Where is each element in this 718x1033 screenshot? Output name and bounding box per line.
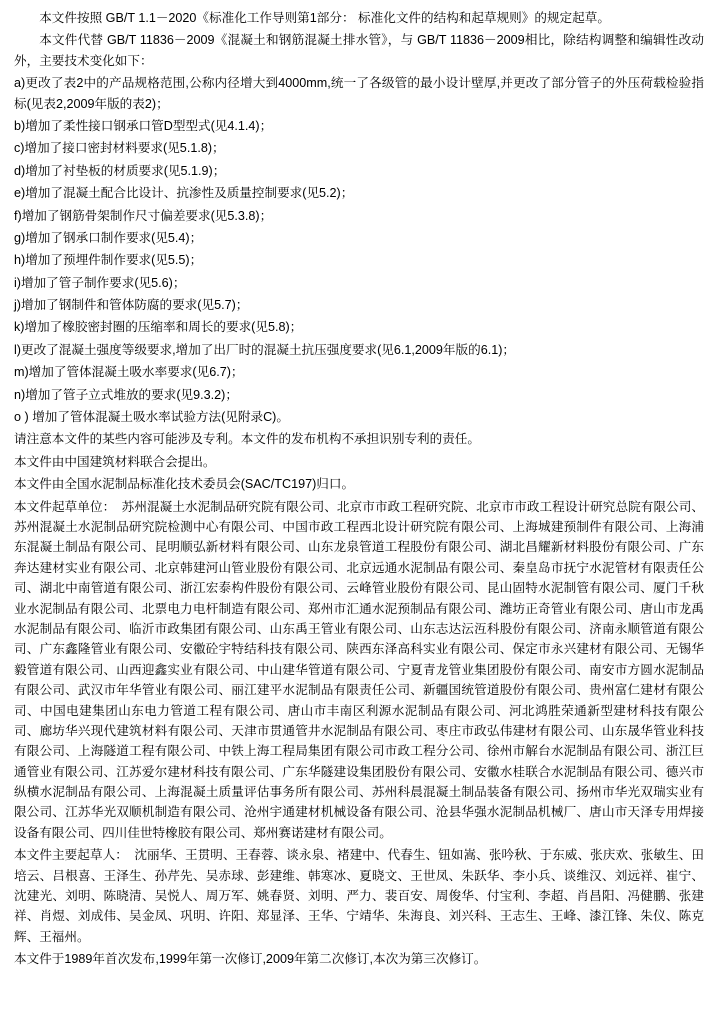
list-item: k)增加了橡胶密封圈的压缩率和周长的要求(见5.8)；	[14, 320, 303, 335]
list-item: o ) 增加了管体混凝土吸水率试验方法(见附录C)。	[14, 410, 289, 425]
list-item: m)增加了管体混凝土吸水率要求(见6.7)；	[14, 365, 244, 380]
drafting-units-text: 苏州混凝土水泥制品研究院有限公司、北京市市政工程研究院、北京市市政工程设计研究总院有限公司、苏州混凝土水泥制品研究院检测中心有限公司、中国市政工程西北设计研究院有限公司、上海城建预制件有限公司、上海浦东混凝土制品有限公司、昆明顺弘新材料有限公司、山东龙泉管道工程股份有限公司、湖北昌耀新材料股份有限公司、广东奔达建材实业有限公司、北京韩建河山管业股份有限公司、北京远通水泥制品有限公司、秦皇岛市抚宁水泥管材有限责任公司、湖北中南管道有限公司、浙江宏泰构件股份有限公司、云峰管业股份有限公司、昆山固特水泥制管有限公司、厦门千秋业水泥制品有限公司、北票电力电杆制造有限公司、郑州市汇通水泥预制品有限公司、潍坊正奇管业有限公司、唐山市龙禹水泥制品有限公司、临沂市政集团有限公司、山东禹王管业有限公司、山东志达沄沍科股份有限公司、济南永顺管道有限公司、广东鑫隆管业有限公司、安徽砼宇特结科技有限公司、陕西东泽高科实业有限公司、保定市永兴建材有限公司、无锡华毅管道有限公司、山西迎鑫实业有限公司、中山建华管道有限公司、宁夏青龙管业集团股份有限公司、南安市方圆水泥制品有限公司、武汉市年华管业有限公司、丽江建平水泥制品有限责任公司、新疆国统管道股份有限公司、贵州富仁建材有限公司、中国电建集团山东电力管道工程有限公司、唐山市丰南区利源水泥制品有限公司、河北鸿胜荣通新型建材科技有限公司、廊坊华兴现代建筑材料有限公司、天津市贯通管井水泥制品有限公司、枣庄市政弘伟建材有限公司、山东晟华管业科技有限公司、上海隧道工程有限公司、中铁上海工程局集团有限公司市政工程分公司、徐州市解台水泥制品有限公司、浙江巨通管业有限公司、江苏爱尔建材科技有限公司、广东华隧建设集团股份有限公司、安徽水桂联合水泥制品有限公司、德兴市纵横水泥制品有限公司、上海混凝土质量评估事务所有限公司、苏州科晨混凝土制品装备有限公司、扬州市华光双瑞实业有限公司、江苏华光双顺机制造有限公司、沧州宇通建材机械设备有限公司、沧县华强水泥制品机械厂、唐山市天泽专用焊接设备有限公司、四川佳世特橡胶有限公司、郑州赛诺建材有限公司。	[14, 499, 705, 840]
drafters-paragraph	[14, 845, 704, 947]
list-item: b)增加了柔性接口钢承口管D型型式(见4.1.4)；	[14, 118, 273, 133]
drafting-units-label: 本文件起草单位：	[14, 499, 109, 514]
list-item: a)更改了表2中的产品规格范围,公称内径增大到4000mm,统一了各级管的最小设计壁厚,并更改了部分管子的外压荷载检验指标(见表2,2009年版的表2)；	[14, 76, 704, 111]
drafters-text: 沈丽华、王贯明、王春蓉、谈永泉、褚建中、代春生、钮如嵩、张吟秋、于东威、张庆欢、张敏生、田培云、吕根喜、王泽生、孙芹先、吴赤球、彭建维、韩寒冰、夏晓文、王世凤、朱跃华、李小兵、谈维汉、刘远祥、崔宁、沈建光、刘明、陈晓清、吴悦人、周万军、姚春贤、刘明、严力、裴百安、周俊华、付宝利、李超、肖昌阳、冯健鹏、张建祥、肖煜、刘成伟、吴金凤、巩明、许阳、郑显泽、王华、宁靖华、朱海良、刘兴科、王志生、王峰、漆江锋、朱仪、陈克辉、王福州。	[14, 848, 705, 944]
list-item: f)增加了钢筋骨架制作尺寸偏差要求(见5.3.8)；	[14, 208, 273, 223]
list-item: c)增加了接口密封材料要求(见5.1.8)；	[14, 141, 225, 156]
notes-block	[14, 429, 704, 494]
drafting-units-paragraph	[14, 497, 704, 844]
list-item: n)增加了管子立式堆放的要求(见9.3.2)；	[14, 387, 238, 402]
list-item: h)增加了预埋件制作要求(见5.5)；	[14, 253, 203, 268]
changes-list	[14, 73, 704, 427]
proposing-body-note: 本文件由中国建筑材料联合会提出。	[14, 454, 216, 469]
intro-paragraph-2: 本文件代替 GB/T 11836－2009《混凝土和钢筋混凝土排水管》，与 GB/T 11836－2009相比，除结构调整和编辑性改动外，主要技术变化如下：	[14, 33, 704, 68]
list-item: i)增加了管子制作要求(见5.6)；	[14, 275, 186, 290]
list-item: e)增加了混凝土配合比设计、抗渗性及质量控制要求(见5.2)；	[14, 186, 354, 201]
patent-note: 请注意本文件的某些内容可能涉及专利。本文件的发布机构不承担识别专利的责任。	[14, 432, 480, 447]
revision-history: 本文件于1989年首次发布,1999年第一次修订,2009年第二次修订,本次为第三次修订。	[14, 952, 487, 967]
list-item: d)增加了衬垫板的材质要求(见5.1.9)；	[14, 163, 226, 178]
drafters-label: 本文件主要起草人：	[14, 848, 122, 863]
list-item: g)增加了钢承口制作要求(见5.4)；	[14, 230, 203, 245]
list-item: l)更改了混凝土强度等级要求,增加了出厂时的混凝土抗压强度要求(见6.1,2009年版的6.1)；	[14, 342, 516, 357]
administering-body-note: 本文件由全国水泥制品标准化技术委员会(SAC/TC197)归口。	[14, 477, 355, 492]
list-item: j)增加了钢制件和管体防腐的要求(见5.7)；	[14, 298, 249, 313]
intro-paragraph-1: 本文件按照 GB/T 1.1－2020《标准化工作导则第1部分： 标准化文件的结构和起草规则》的规定起草。	[39, 11, 610, 25]
